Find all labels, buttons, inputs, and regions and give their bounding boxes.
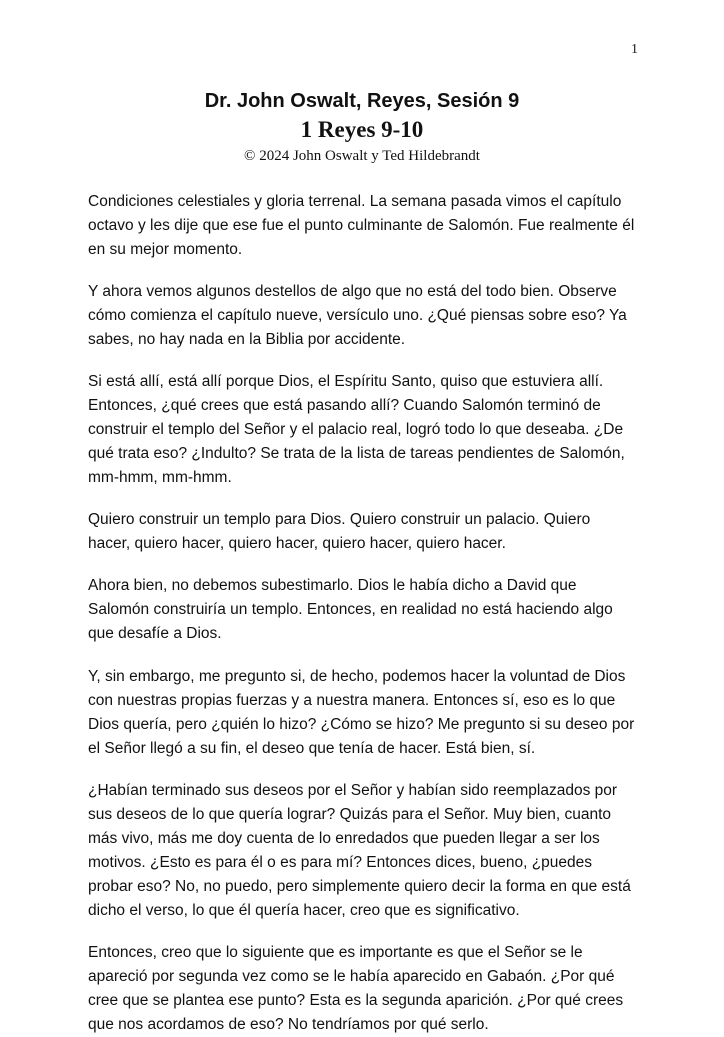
paragraph: Y ahora vemos algunos destellos de algo que no está del todo bien. Observe cómo comienza el capítulo nueve, versículo uno. ¿Qué piensas sobre eso? Ya sabes, no hay nada en la Biblia por accidente. [88, 283, 627, 349]
title-block [88, 88, 636, 166]
paragraph: Ahora bien, no debemos subestimarlo. Dios le había dicho a David que Salomón construiría un templo. Entonces, en realidad no está haciendo algo que desafíe a Dios. [88, 577, 613, 643]
paragraph: Condiciones celestiales y gloria terrenal. La semana pasada vimos el capítulo octavo y les dije que ese fue el punto culminante de Salomón. Fue realmente él en su mejor momento. [88, 193, 635, 259]
paragraph: Si está allí, está allí porque Dios, el Espíritu Santo, quiso que estuviera allí. Entonces, ¿qué crees que está pasando allí? Cuando Salomón terminó de construir el templo del Señor y el palacio real, logró todo lo que deseaba. ¿De qué trata eso? ¿Indulto? Se trata de la lista de tareas pendientes de Salomón, mm-hmm, mm-hmm. [88, 373, 625, 487]
paragraph: ¿Habían terminado sus deseos por el Señor y habían sido reemplazados por sus deseos de lo que quería lograr? Quizás para el Señor. Muy bien, cuanto más vivo, más me doy cuenta de lo enredados que pueden llegar a ser los motivos. ¿Esto es para él o es para mí? Entonces dices, bueno, ¿puedes probar eso? No, no puedo, pero simplemente quiero decir la forma en que está dicho el verso, lo que él quería hacer, creo que es significativo. [88, 781, 631, 919]
document-subtitle: 1 Reyes 9-10 [300, 117, 424, 142]
document-title: Dr. John Oswalt, Reyes, Sesión 9 [204, 90, 520, 112]
body-text [88, 190, 636, 1036]
paragraph: Quiero construir un templo para Dios. Quiero construir un palacio. Quiero hacer, quiero hacer, quiero hacer, quiero hacer, quiero hacer. [88, 511, 591, 553]
paragraph: Entonces, creo que lo siguiente que es importante es que el Señor se le apareció por segunda vez como se le había aparecido en Gabaón. ¿Por qué cree que se plantea ese punto? Esta es la segunda aparición. ¿Por qué crees que nos acordamos de eso? No tendríamos por qué serlo. [88, 943, 624, 1033]
paragraph: Y, sin embargo, me pregunto si, de hecho, podemos hacer la voluntad de Dios con nuestras propias fuerzas y a nuestra manera. Entonces sí, eso es lo que Dios quería, pero ¿quién lo hizo? ¿Cómo se hizo? Me pregunto si su deseo por el Señor llegó a su fin, el deseo que tenía de hacer. Está bien, sí. [88, 667, 635, 757]
copyright-line: © 2024 John Oswalt y Ted Hildebrandt [244, 147, 480, 164]
page-number: 1 [631, 42, 638, 57]
